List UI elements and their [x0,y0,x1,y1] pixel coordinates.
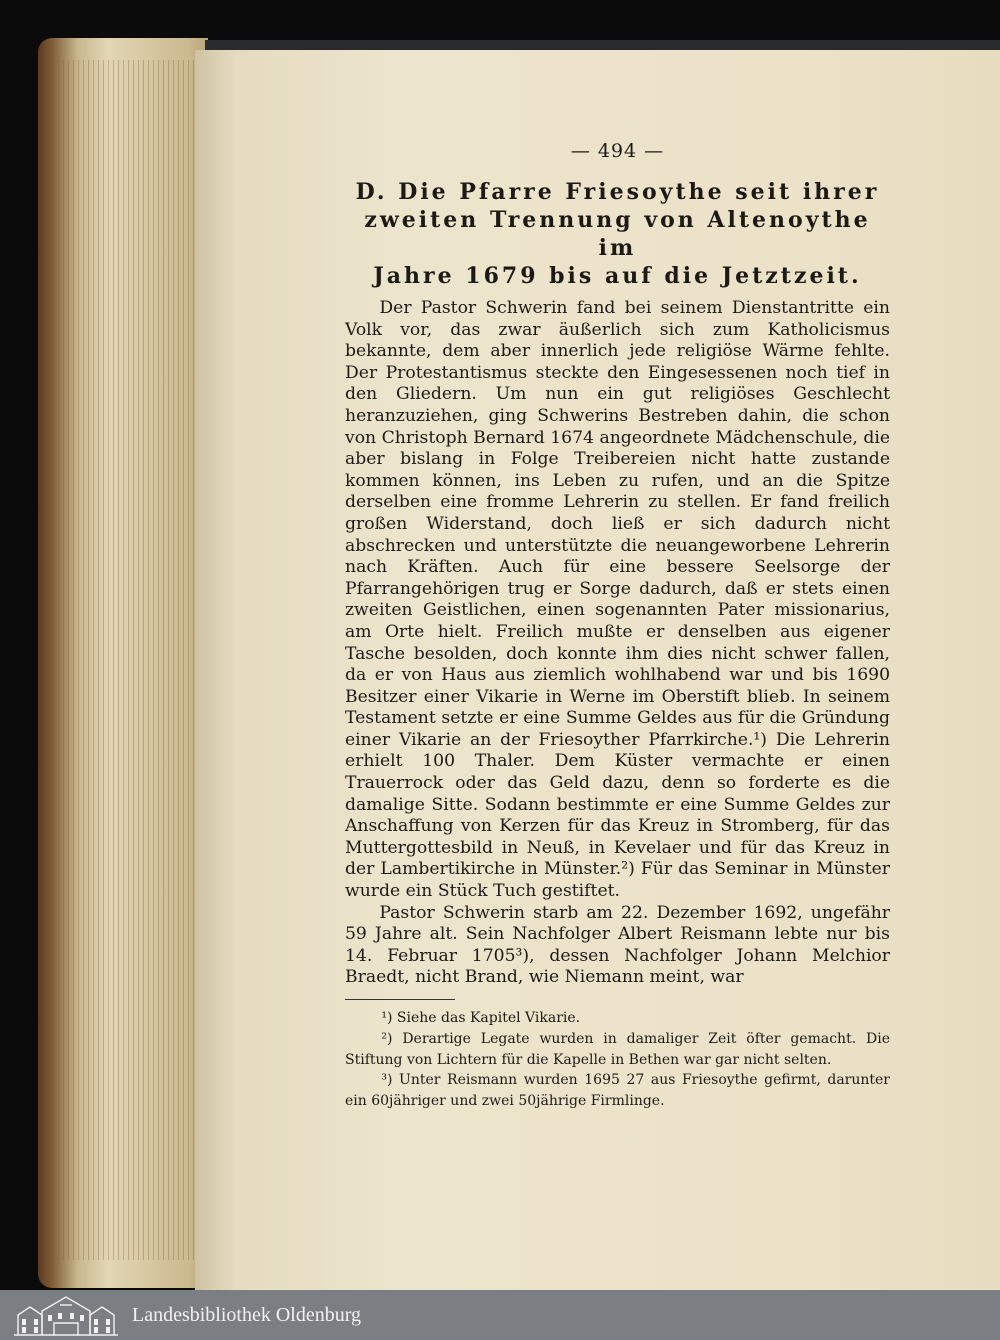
heading-line-3: Jahre 1679 bis auf die Jetztzeit. [373,263,862,289]
library-name: Landesbibliothek Oldenburg [132,1303,362,1326]
body-paragraph: Pastor Schwerin starb am 22. Dezember 1692, ungefähr 59 Jahre alt. Sein Nachfolger Albert Reismann lebte nur bis 14. Februar 1705³), dessen Nachfolger Johann Melchior Braedt, nicht Brand, wie Niemann meint, war [345,902,890,988]
footnote-1: ¹) Siehe das Kapitel Vikarie. [381,1010,581,1026]
library-footer-bar [0,1290,1000,1340]
footnote-2: ²) Derartige Legate wurden in damaliger Zeit öfter gemacht. Die Stiftung von Lichtern für die Kapelle in Bethen war gar nicht selten. [345,1030,890,1068]
footnote-3: ³) Unter Reismann wurden 1695 27 aus Friesoythe gefirmt, darunter ein 60jähriger und zwei 50jährige Firmlinge. [345,1072,890,1110]
footnotes [345,1008,890,1112]
footnote-divider [345,999,455,1000]
page-edge-lines [58,60,198,1260]
section-heading [345,178,890,290]
body-paragraph: Der Pastor Schwerin fand bei seinem Dienstantritte ein Volk vor, das zwar äußerlich sich zum Katholicismus bekannte, dem aber innerlich jede religiöse Wärme fehlte. Der Protestantismus steckte den Eingesessenen noch tief in den Gliedern. Um nun ein gut religiöses Geschlecht heranzuziehen, ging Schwerins Bestreben dahin, die schon von Christoph Bernard 1674 angeordnete Mädchenschule, die aber bislang in Folge Treibereien nicht hatte zustande kommen können, ins Leben zu rufen, und an die Spitze derselben eine fromme Lehrerin zu stellen. Er fand freilich großen Widerstand, doch ließ er sich dadurch nicht abschrecken und unterstützte die neuangeworbene Lehrerin nach Kräften. Auch für eine bessere Seelsorge der Pfarrangehörigen trug er Sorge dadurch, daß er stets einen zweiten Geistlichen, einen sogenannten Pater missionarius, am Orte hielt. Freilich mußte er denselben aus eigener Tasche besolden, doch konnte ihm dies nicht schwer fallen, da er von Haus aus ziemlich wohlhabend war und bis 1690 Besitzer einer Vikarie in Werne im Oberstift blieb. In seinem Testament setzte er eine Summe Geldes aus für die Gründung einer Vikarie an der Friesoyther Pfarrkirche.¹) Die Lehrerin erhielt 100 Thaler. Dem Küster vermachte er einen Trauerrock oder das Geld dazu, denn so forderte es die damalige Sitte. Sodann bestimmte er eine Summe Geldes zur Anschaffung von Kerzen für das Kreuz in Stromberg, für das Muttergottesbild in Neuß, in Kevelaer und für das Kreuz in der Lambertikirche in Münster.²) Für das Seminar in Münster wurde ein Stück Tuch gestiftet. [345,298,890,902]
page-number: — 494 — [570,140,665,162]
heading-line-1: D. Die Pfarre Friesoythe seit ihrer [355,179,880,205]
page-content [345,135,890,1112]
heading-line-2: zweiten Trennung von Altenoythe im [364,207,871,261]
library-building-icon [10,1293,122,1337]
